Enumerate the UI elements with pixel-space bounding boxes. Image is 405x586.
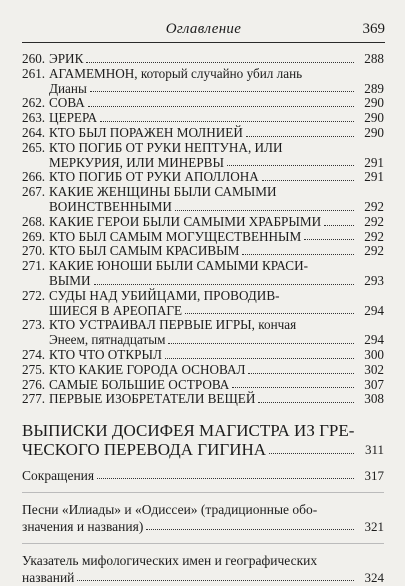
dot-leader <box>77 580 354 581</box>
entry-text: МЕРКУРИЯ, ИЛИ МИНЕРВЫ <box>49 154 224 170</box>
entry-text: Энеем, пятнадцатым <box>49 332 166 348</box>
entry-text: ВЫМИ <box>49 272 91 288</box>
entry-text: КТО БЫЛ САМЫМ КРАСИВЫМ <box>49 243 240 259</box>
entry-line <box>22 518 356 535</box>
toc-entry[interactable] <box>22 348 384 363</box>
entry-number: 260. <box>22 51 46 66</box>
toc-entry[interactable] <box>22 126 384 141</box>
entry-line <box>49 156 356 171</box>
entry-text: КТО ЧТО ОТКРЫЛ <box>49 346 162 362</box>
entry-page-number: 289 <box>364 80 384 96</box>
entry-title <box>49 378 384 393</box>
dot-leader <box>242 254 354 255</box>
entry-text: Сокращения <box>22 468 95 484</box>
entry-title <box>49 185 384 215</box>
header-page-number: 369 <box>362 21 385 37</box>
table-of-contents <box>22 52 384 586</box>
entry-text: КТО ПОГИБ ОТ РУКИ АПОЛЛОНА <box>49 169 259 185</box>
entry-text: АГАМЕМНОН, который случайно убил лань <box>49 65 303 81</box>
entry-title <box>49 318 384 348</box>
entry-page-number: 294 <box>364 332 384 348</box>
entry-text: ЧЕСКОГО ПЕРЕВОДА ГИГИНА <box>22 440 267 460</box>
running-header <box>22 18 385 43</box>
toc-entry[interactable] <box>22 363 384 378</box>
toc-entry[interactable] <box>22 378 384 393</box>
toc-entry[interactable] <box>22 215 384 230</box>
entry-number: 265. <box>22 139 46 155</box>
entry-page-number: 294 <box>364 302 384 318</box>
toc-entry[interactable] <box>22 96 384 111</box>
dot-leader <box>165 358 354 359</box>
dot-leader <box>324 225 354 226</box>
entry-line <box>49 333 356 348</box>
appendix-page-number: 321 <box>364 519 384 535</box>
entry-page-number: 292 <box>364 243 384 259</box>
dot-leader <box>146 529 354 530</box>
entry-page-number: 292 <box>364 198 384 214</box>
entry-title <box>49 67 384 97</box>
entry-text: ВЫПИСКИ ДОСИФЕЯ МАГИСТРА ИЗ ГРЕ- <box>22 421 355 441</box>
toc-entry[interactable] <box>22 67 384 97</box>
entry-number: 261. <box>22 65 46 81</box>
dot-leader <box>262 180 354 181</box>
entry-title <box>49 215 384 230</box>
entry-title <box>49 230 384 245</box>
entry-text: СУДЫ НАД УБИЙЦАМИ, ПРОВОДИВ- <box>49 287 280 303</box>
dot-leader <box>258 402 354 403</box>
entry-line <box>49 363 356 378</box>
dot-leader <box>304 239 354 240</box>
entry-page-number: 302 <box>364 361 384 377</box>
entry-line <box>22 501 356 518</box>
entry-page-number: 290 <box>364 110 384 126</box>
entry-title <box>49 289 384 319</box>
dot-leader <box>100 121 354 122</box>
dot-leader <box>232 387 354 388</box>
entry-line <box>22 569 356 586</box>
dot-leader <box>94 284 354 285</box>
appendix-entry[interactable] <box>22 552 384 586</box>
entry-title <box>49 111 384 126</box>
entry-page-number: 293 <box>364 272 384 288</box>
entry-title <box>49 126 384 141</box>
toc-entry[interactable] <box>22 318 384 348</box>
entry-number: 264. <box>22 124 46 140</box>
entry-title <box>49 363 384 378</box>
entry-number: 270. <box>22 243 46 259</box>
entry-number: 266. <box>22 169 46 185</box>
entry-text: ВОИНСТВЕННЫМИ <box>49 198 172 214</box>
entry-text: ЭРИК <box>49 51 84 66</box>
entry-line <box>49 96 356 111</box>
entry-text: Указатель мифологических имен и географических <box>22 553 318 569</box>
toc-entry[interactable] <box>22 244 384 259</box>
dot-leader <box>90 91 354 92</box>
entry-page-number: 290 <box>364 95 384 111</box>
dot-leader <box>185 313 354 314</box>
toc-entry[interactable] <box>22 230 384 245</box>
entry-text: КАКИЕ ЮНОШИ БЫЛИ САМЫМИ КРАСИ- <box>49 258 309 274</box>
entry-page-number: 307 <box>364 376 384 392</box>
entry-number: 276. <box>22 376 46 392</box>
entry-line <box>49 215 356 230</box>
entry-title <box>49 96 384 111</box>
entry-title <box>49 52 384 67</box>
appendix-page-number: 324 <box>364 570 384 586</box>
entry-number: 271. <box>22 258 46 274</box>
dot-leader <box>86 62 354 63</box>
toc-entry[interactable] <box>22 185 384 215</box>
entry-title <box>49 348 384 363</box>
entry-text: КТО КАКИЕ ГОРОДА ОСНОВАЛ <box>49 361 246 377</box>
toc-entry[interactable] <box>22 259 384 289</box>
entry-number: 274. <box>22 346 46 362</box>
section-divider <box>22 492 384 493</box>
entry-text: КТО БЫЛ САМЫМ МОГУЩЕСТВЕННЫМ <box>49 228 302 244</box>
entry-page-number: 292 <box>364 213 384 229</box>
entry-text: Песни «Илиады» и «Одиссеи» (традиционные обо- <box>22 502 318 518</box>
entry-line <box>49 230 356 245</box>
entry-line <box>49 126 356 141</box>
entry-line <box>49 67 356 82</box>
dot-leader <box>248 373 354 374</box>
appendix-page-number: 317 <box>364 468 384 484</box>
entry-text: ПЕРВЫЕ ИЗОБРЕТАТЕЛИ ВЕЩЕЙ <box>49 391 256 407</box>
entry-line <box>49 318 356 333</box>
dot-leader <box>168 343 354 344</box>
entry-line <box>49 392 356 407</box>
dot-leader <box>227 165 354 166</box>
entry-number: 263. <box>22 110 46 126</box>
header-title: Оглавление <box>165 21 242 37</box>
entry-line <box>22 421 356 440</box>
toc-entry[interactable] <box>22 141 384 171</box>
entry-number: 272. <box>22 287 46 303</box>
entry-page-number: 308 <box>364 391 384 407</box>
entry-number: 262. <box>22 95 46 111</box>
entry-number: 277. <box>22 391 46 407</box>
entry-line <box>49 111 356 126</box>
entry-text: значения и названия) <box>22 519 144 535</box>
entry-page-number: 291 <box>364 154 384 170</box>
toc-entry[interactable] <box>22 170 384 185</box>
entry-line <box>22 467 356 484</box>
entry-page-number: 300 <box>364 346 384 362</box>
entry-line <box>49 259 356 274</box>
toc-entry[interactable] <box>22 52 384 67</box>
entry-number: 268. <box>22 213 46 229</box>
entry-text: Дианы <box>49 80 87 96</box>
dot-leader <box>269 453 354 454</box>
entry-text: ШИЕСЯ В АРЕОПАГЕ <box>49 302 183 318</box>
entry-line <box>22 552 356 569</box>
entry-number: 273. <box>22 317 46 333</box>
entry-text: КТО БЫЛ ПОРАЖЕН МОЛНИЕЙ <box>49 124 243 140</box>
dot-leader <box>246 136 354 137</box>
entry-text: САМЫЕ БОЛЬШИЕ ОСТРОВА <box>49 376 230 392</box>
entry-line <box>49 170 356 185</box>
entry-text: КТО УСТРАИВАЛ ПЕРВЫЕ ИГРЫ, кончая <box>49 317 297 333</box>
entry-text: КАКИЕ ЖЕНЩИНЫ БЫЛИ САМЫМИ <box>49 184 277 200</box>
entry-title <box>49 392 384 407</box>
entry-number: 267. <box>22 184 46 200</box>
entry-line <box>49 289 356 304</box>
appendix-entry[interactable] <box>22 467 384 484</box>
entry-text: ЦЕРЕРА <box>49 110 98 126</box>
entry-number: 269. <box>22 228 46 244</box>
entry-line <box>49 304 356 319</box>
entry-line <box>22 440 356 459</box>
dot-leader <box>97 478 354 479</box>
toc-entry[interactable] <box>22 392 384 407</box>
entry-line <box>49 141 356 156</box>
dot-leader <box>88 106 354 107</box>
section-page-number: 311 <box>364 442 384 458</box>
entry-line <box>49 274 356 289</box>
toc-entry[interactable] <box>22 111 384 126</box>
entry-title <box>49 244 384 259</box>
entry-text: названий <box>22 570 75 586</box>
entry-title <box>49 141 384 171</box>
entry-line <box>49 185 356 200</box>
appendix-entry[interactable] <box>22 501 384 535</box>
entry-number: 275. <box>22 361 46 377</box>
entry-page-number: 292 <box>364 228 384 244</box>
entry-text: КАКИЕ ГЕРОИ БЫЛИ САМЫМИ ХРАБРЫМИ <box>49 213 322 229</box>
entry-title <box>49 170 384 185</box>
entry-text: КТО ПОГИБ ОТ РУКИ НЕПТУНА, ИЛИ <box>49 139 283 155</box>
entry-line <box>49 348 356 363</box>
entry-text: СОВА <box>49 95 85 111</box>
section-divider <box>22 543 384 544</box>
entry-page-number: 290 <box>364 124 384 140</box>
entry-page-number: 288 <box>364 51 384 66</box>
entry-line <box>49 200 356 215</box>
entry-page-number: 291 <box>364 169 384 185</box>
entry-line <box>49 82 356 97</box>
entry-line <box>49 378 356 393</box>
toc-entry[interactable] <box>22 289 384 319</box>
entry-line <box>49 244 356 259</box>
entry-line <box>49 52 356 67</box>
dot-leader <box>175 210 354 211</box>
entry-title <box>49 259 384 289</box>
section-heading-hyginus[interactable] <box>22 421 384 459</box>
